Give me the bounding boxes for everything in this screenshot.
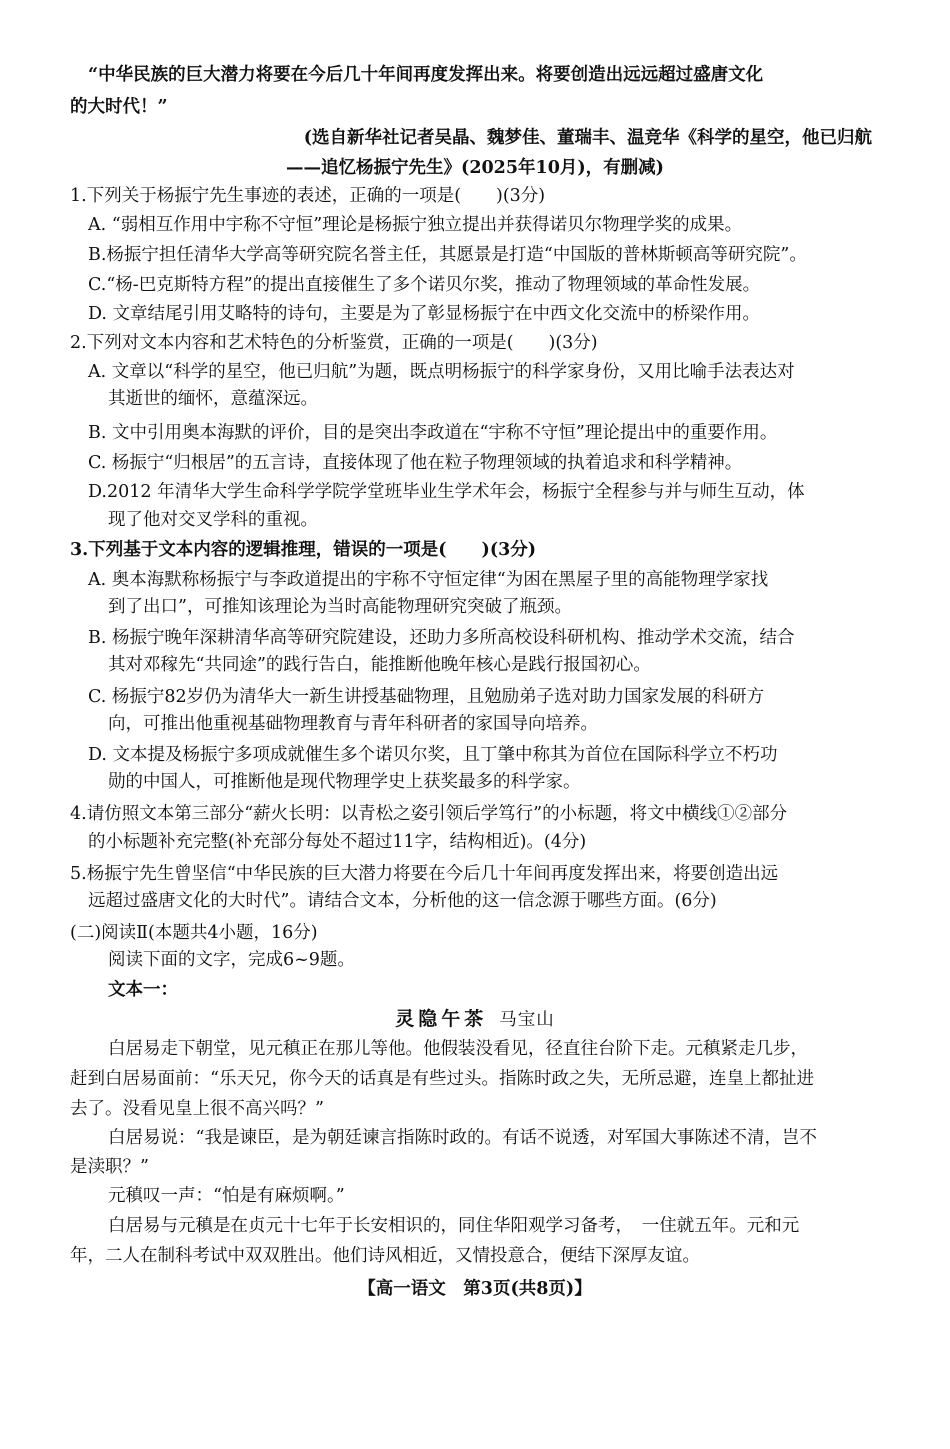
question-5-stem-cont: 远超过盛唐文化的大时代”。请结合文本，分析他的这一信念源于哪些方面。(6分) bbox=[88, 891, 717, 911]
question-1-option-b: B.杨振宁担任清华大学高等研究院名誉主任，其愿景是打造“中国版的普林斯顿高等研究院”。 bbox=[88, 245, 807, 265]
question-3-option-b-cont: 其对邓稼先“共同途”的践行告白，能推断他晚年核心是践行报国初心。 bbox=[108, 655, 651, 675]
page-footer: 【高一语文 第3页(共8页)】 bbox=[358, 1279, 592, 1299]
question-5-stem: 5.杨振宁先生曾坚信“中华民族的巨大潜力将要在今后几十年间再度发挥出来，将要创造出远 bbox=[70, 864, 779, 884]
story-p2-line-2: 是渎职？” bbox=[70, 1157, 149, 1177]
story-author: 马宝山 bbox=[499, 1010, 555, 1030]
story-p1-line-1: 白居易走下朝堂，见元稹正在那儿等他。他假装没看见，径直往台阶下走。元稹紧走几步， bbox=[108, 1039, 808, 1059]
question-2-option-a: A. 文章以“科学的星空，他已归航”为题，既点明杨振宁的科学家身份，又用比喻手法表达对 bbox=[88, 362, 795, 382]
question-4-stem: 4.请仿照文本第三部分“薪火长明：以青松之姿引领后学笃行”的小标题，将文中横线①②部分 bbox=[70, 804, 788, 824]
story-p2-line-1: 白居易说：“我是谏臣，是为朝廷谏言指陈时政的。有话不说透，对军国大事陈述不清，岂不 bbox=[108, 1128, 817, 1148]
question-3-option-a: A. 奥本海默称杨振宁与李政道提出的宇称不守恒定律“为困在黑屋子里的高能物理学家找 bbox=[88, 570, 769, 590]
question-1-stem: 1.下列关于杨振宁先生事迹的表述，正确的一项是( )(3分) bbox=[70, 186, 546, 206]
story-title-line bbox=[0, 1006, 950, 1033]
story-p4-line-1: 白居易与元稹是在贞元十七年于长安相识的，同住华阳观学习备考， 一住就五年。元和元 bbox=[108, 1216, 800, 1236]
question-2-stem: 2.下列对文本内容和艺术特色的分析鉴赏，正确的一项是( )(3分) bbox=[70, 333, 598, 353]
question-4-stem-cont: 的小标题补充完整(补充部分每处不超过11字，结构相近)。(4分) bbox=[88, 832, 587, 852]
story-p1-line-2: 赶到白居易面前：“乐天兄，你今天的话真是有些过头。指陈时政之失，无所忌避，连皇上都扯进 bbox=[70, 1069, 814, 1089]
source-line-2: ——追忆杨振宁先生》(2025年10月)，有删减) bbox=[286, 158, 664, 178]
question-1-option-a: A. “弱相互作用中宇称不守恒”理论是杨振宁独立提出并获得诺贝尔物理学奖的成果。 bbox=[88, 215, 743, 235]
question-1-option-d: D. 文章结尾引用艾略特的诗句，主要是为了彰显杨振宁在中西文化交流中的桥梁作用。 bbox=[88, 304, 761, 324]
story-p3-line-1: 元稹叹一声：“怕是有麻烦啊。” bbox=[108, 1186, 345, 1206]
question-3-option-d-cont: 勋的中国人，可推断他是现代物理学史上获奖最多的科学家。 bbox=[108, 772, 581, 792]
text-one-label: 文本一： bbox=[108, 980, 178, 1000]
question-3-option-c: C. 杨振宁82岁仍为清华大一新生讲授基础物理，且勉励弟子选对助力国家发展的科研方 bbox=[88, 687, 765, 707]
story-p1-line-3: 去了。没看见皇上很不高兴吗？” bbox=[70, 1099, 324, 1119]
quote-line-2: 的大时代！” bbox=[70, 97, 168, 117]
quote-line-1: “中华民族的巨大潜力将要在今后几十年间再度发挥出来。将要创造出远远超过盛唐文化 bbox=[88, 65, 764, 85]
question-2-option-a-cont: 其逝世的缅怀，意蕴深远。 bbox=[108, 389, 318, 409]
section-2-heading: (二)阅读Ⅱ(本题共4小题，16分) bbox=[70, 923, 318, 943]
section-2-instruction: 阅读下面的文字，完成6~9题。 bbox=[108, 950, 355, 970]
question-3-option-c-cont: 向，可推出他重视基础物理教育与青年科研者的家国导向培养。 bbox=[108, 714, 598, 734]
question-1-option-c: C.“杨-巴克斯特方程”的提出直接催生了多个诺贝尔奖，推动了物理领域的革命性发展。 bbox=[88, 275, 761, 295]
question-2-option-b: B. 文中引用奥本海默的评价，目的是突出李政道在“宇称不守恒”理论提出中的重要作用。 bbox=[88, 423, 778, 443]
question-3-stem: 3.下列基于文本内容的逻辑推理，错误的一项是( )(3分) bbox=[70, 540, 537, 560]
question-2-option-d: D.2012 年清华大学生命科学学院学堂班毕业生学术年会，杨振宁全程参与并与师生互动，体 bbox=[88, 482, 805, 502]
question-2-option-d-cont: 现了他对交叉学科的重视。 bbox=[108, 510, 318, 530]
source-line-1: (选自新华社记者吴晶、魏梦佳、董瑞丰、温竞华《科学的星空，他已归航 bbox=[303, 128, 872, 148]
story-title: 灵隐午茶 bbox=[395, 1008, 488, 1030]
story-p4-line-2: 年，二人在制科考试中双双胜出。他们诗风相近，又情投意合，便结下深厚友谊。 bbox=[70, 1246, 700, 1266]
question-3-option-a-cont: 到了出口”，可推知该理论为当时高能物理研究突破了瓶颈。 bbox=[108, 597, 572, 617]
question-3-option-d: D. 文本提及杨振宁多项成就催生多个诺贝尔奖，且丁肇中称其为首位在国际科学立不朽功 bbox=[88, 745, 778, 765]
question-2-option-c: C. 杨振宁“归根居”的五言诗，直接体现了他在粒子物理领域的执着追求和科学精神。 bbox=[88, 453, 743, 473]
question-3-option-b: B. 杨振宁晚年深耕清华高等研究院建设，还助力多所高校设科研机构、推动学术交流，结合 bbox=[88, 628, 795, 648]
